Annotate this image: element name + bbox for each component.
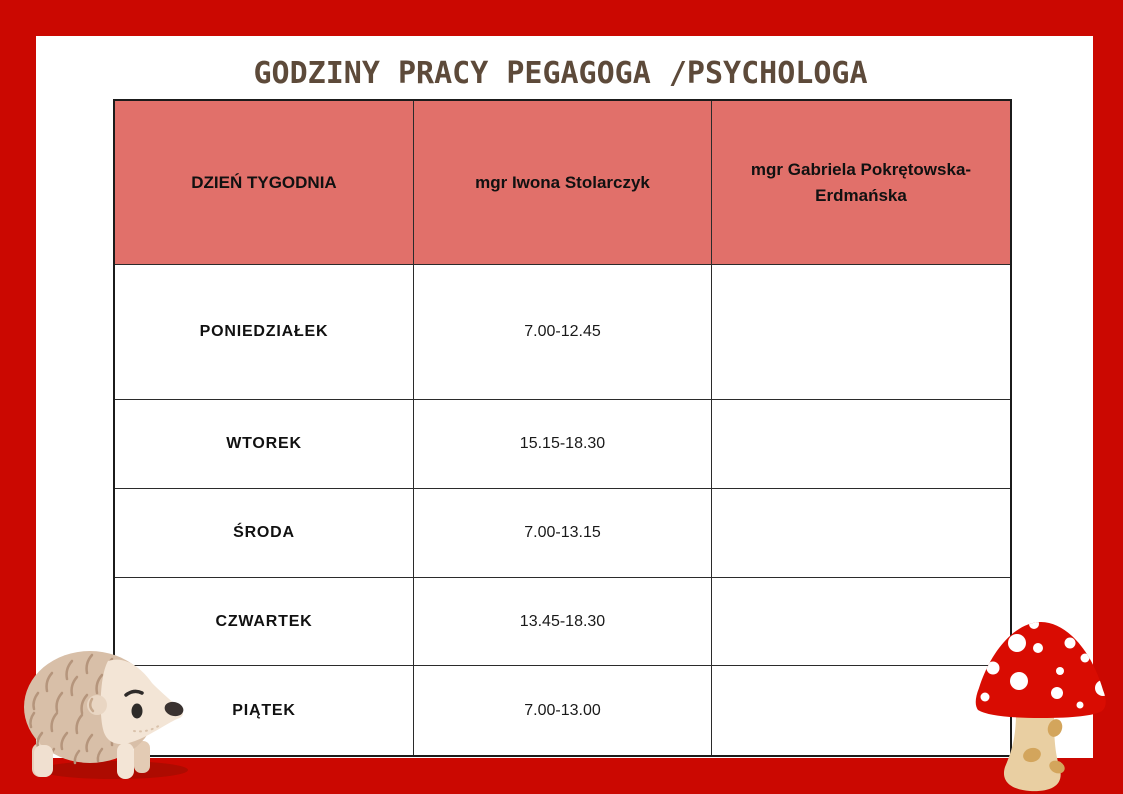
- day-cell-czwartek: CZWARTEK: [115, 578, 414, 666]
- hours-cell: 7.00-12.45: [414, 265, 712, 400]
- schedule-table: [113, 99, 1012, 757]
- empty-hours-cell: [712, 489, 1010, 578]
- day-cell-poniedzialek: PONIEDZIAŁEK: [115, 265, 414, 400]
- empty-hours-cell: [712, 578, 1010, 666]
- hours-cell: 7.00-13.00: [414, 666, 712, 755]
- header-cell-gabriela-pokretowska: mgr Gabriela Pokrętowska-Erdmańska: [712, 101, 1010, 265]
- header-cell-iwona-stolarczyk: mgr Iwona Stolarczyk: [414, 101, 712, 265]
- page-title: GODZINY PRACY PEGAGOGA /PSYCHOLOGA: [253, 56, 868, 91]
- empty-hours-cell: [712, 265, 1010, 400]
- hours-cell: 7.00-13.15: [414, 489, 712, 578]
- day-cell-sroda: ŚRODA: [115, 489, 414, 578]
- day-cell-piatek: PIĄTEK: [115, 666, 414, 755]
- hours-cell: 13.45-18.30: [414, 578, 712, 666]
- hours-cell: 15.15-18.30: [414, 400, 712, 489]
- empty-hours-cell: [712, 666, 1010, 755]
- empty-hours-cell: [712, 400, 1010, 489]
- day-cell-wtorek: WTOREK: [115, 400, 414, 489]
- header-cell-day-of-week: DZIEŃ TYGODNIA: [115, 101, 414, 265]
- mushroom-icon: [972, 615, 1110, 793]
- hedgehog-icon: [22, 643, 207, 781]
